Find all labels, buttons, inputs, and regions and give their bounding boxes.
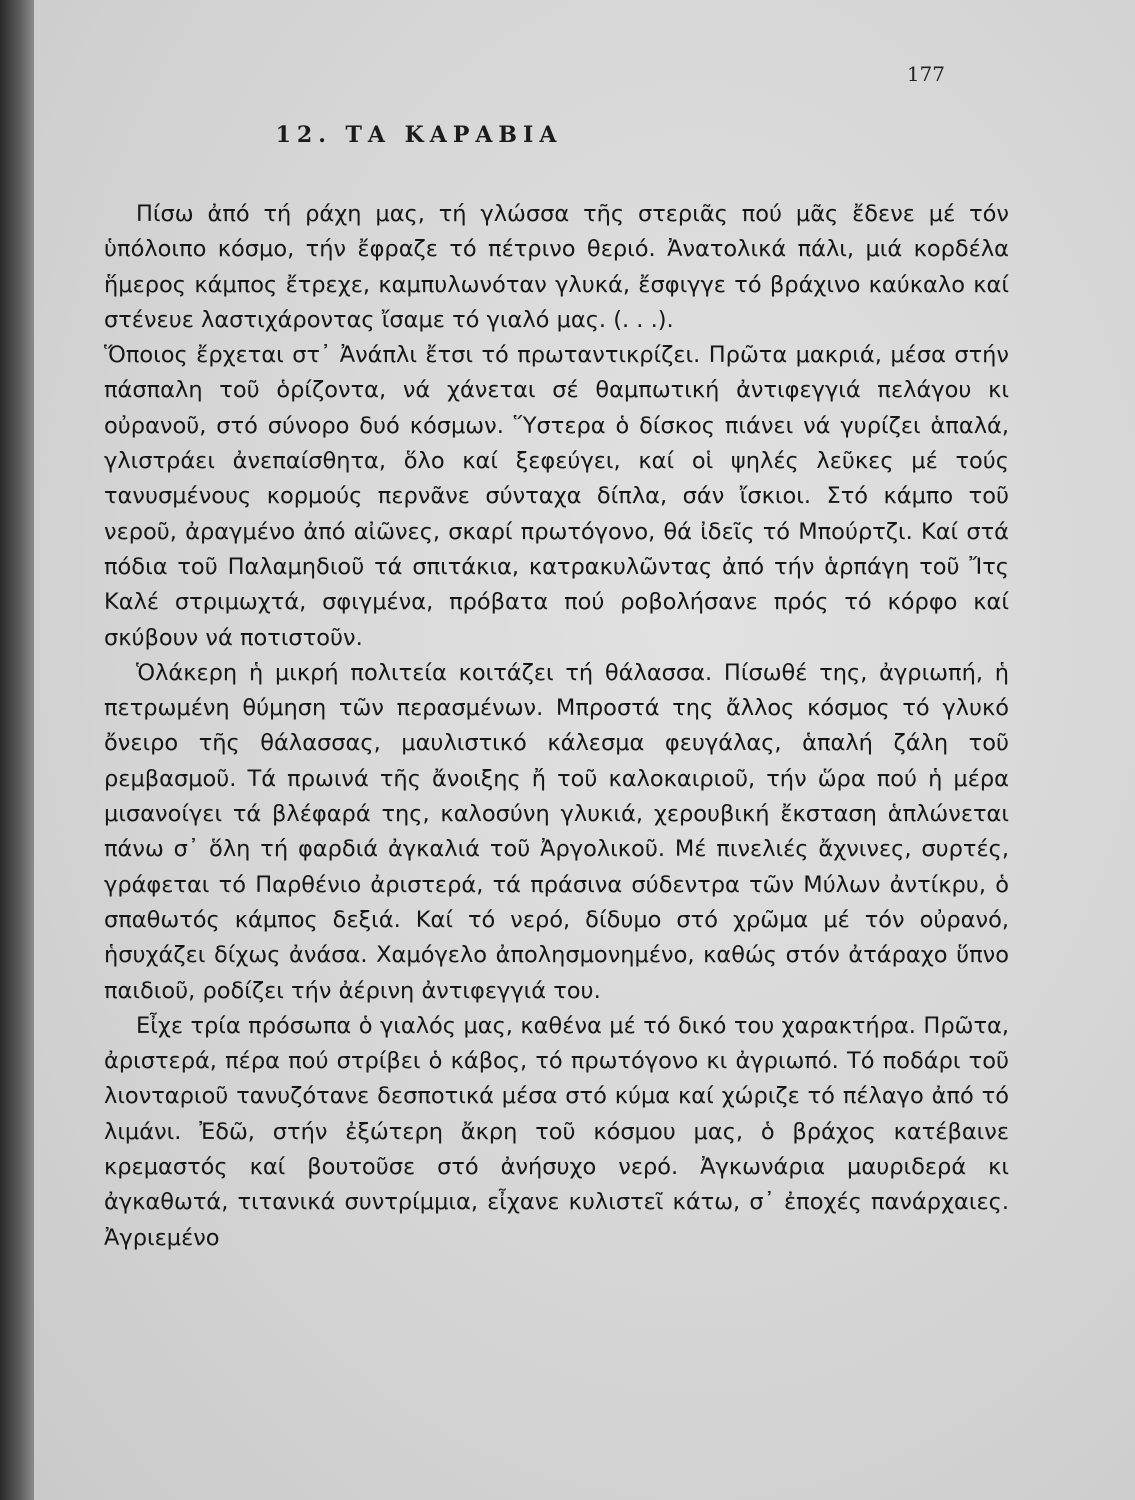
paragraph: Εἶχε τρία πρόσωπα ὁ γιαλός μας, καθένα μέ τό δικό του χαρακτήρα. Πρῶτα, ἀριστερά, πέρα πού στρίβει ὁ κάβος, τό πρωτόγονο κι ἀγριωπό. Τό ποδάρι τοῦ λιονταριοῦ τανυζότανε δεσποτικά μέσα στό κύμα καί χώριζε τό πέλαγο ἀπό τό λιμάνι. Ἐδῶ, στήν ἐξώτερη ἄκρη τοῦ κόσμου μας, ὁ βράχος κατέβαινε κρεμαστός καί βουτοῦσε στό ἀνήσυχο νερό. Ἀγκωνάρια μαυριδερά κι ἀγκαθωτά, τιτανικά συντρίμμια, εἶχανε κυλιστεῖ κάτω, σ᾽ ἐποχές πανάρχαιες. Ἀγριεμένο xyxy=(104,1012,1009,1251)
body-text xyxy=(104,197,1009,1256)
book-gutter-shadow xyxy=(0,0,34,1500)
page-number: 177 xyxy=(906,62,945,86)
paragraph: Ὁλάκερη ἡ μικρή πολιτεία κοιτάζει τή θάλασσα. Πίσωθέ της, ἀγριωπή, ἡ πετρωμένη θύμηση τῶν περασμένων. Μπροστά της ἄλλος κόσμος τό γλυκό ὄνειρο τῆς θάλασσας, μαυλιστικό κάλεσμα φευγάλας, ἁπαλή ζάλη τοῦ ρεμβασμοῦ. Τά πρωινά τῆς ἄνοιξης ἤ τοῦ καλοκαιριοῦ, τήν ὥρα πού ἡ μέρα μισανοίγει τά βλέφαρά της, καλοσύνη γλυκιά, χερουβική ἔκσταση ἁπλώνεται πάνω σ᾽ ὅλη τή φαρδιά ἀγκαλιά τοῦ Ἀργολικοῦ. Μέ πινελιές ἄχνινες, συρτές, γράφεται τό Παρθένιο ἀριστερά, τά πράσινα σύδεντρα τῶν Μύλων ἀντίκρυ, ὁ σπαθωτός κάμπος δεξιά. Καί τό νερό, δίδυμο στό χρῶμα μέ τόν οὐρανό, ἡσυχάζει δίχως ἀνάσα. Χαμόγελο ἀπολησμονημένο, καθώς στόν ἀτάραχο ὕπνο παιδιοῦ, ροδίζει τήν ἀέρινη ἀντιφεγγιά του. xyxy=(104,659,1009,1004)
paragraph: Πίσω ἀπό τή ράχη μας, τή γλώσσα τῆς στεριᾶς πού μᾶς ἔδενε μέ τόν ὑπόλοιπο κόσμο, τήν ἔφραζε τό πέτρινο θεριό. Ἀνατολικά πάλι, μιά κορδέλα ἥμερος κάμπος ἔτρεχε, καμπυλωνόταν γλυκά, ἔσφιγγε τό βράχινο καύκαλο καί στένευε λαστιχάροντας ἴσαμε τό γιαλό μας. (. . .). xyxy=(104,201,1009,333)
book-page xyxy=(34,0,1135,1500)
paragraph: Ὅποιος ἔρχεται στ᾽ Ἀνάπλι ἔτσι τό πρωταντικρίζει. Πρῶτα μακριά, μέσα στήν πάσπαλη τοῦ ὁρίζοντα, νά χάνεται σέ θαμπωτική ἀντιφεγγιά πελάγου κι οὐρανοῦ, στό σύνορο δυό κόσμων. Ὕστερα ὁ δίσκος πιάνει νά γυρίζει ἁπαλά, γλιστράει ἀνεπαίσθητα, ὅλο καί ξεφεύγει, καί οἱ ψηλές λεῦκες μέ τούς τανυσμένους κορμούς περνᾶνε σύνταχα δίπλα, σάν ἴσκιοι. Στό κάμπο τοῦ νεροῦ, ἀραγμένο ἀπό αἰῶνες, σκαρί πρωτόγονο, θά ἰδεῖς τό Μπούρτζι. Καί στά πόδια τοῦ Παλαμηδιοῦ τά σπιτάκια, κατρακυλῶντας ἀπό τήν ἁρπάγη τοῦ Ἴτς Καλέ στριμωχτά, σφιγμένα, πρόβατα πού ροβολήσανε πρός τό κόρφο καί σκύβουν νά ποτιστοῦν. xyxy=(104,342,1009,651)
chapter-title: 12. ΤΑ ΚΑΡΑΒΙΑ xyxy=(275,122,563,148)
